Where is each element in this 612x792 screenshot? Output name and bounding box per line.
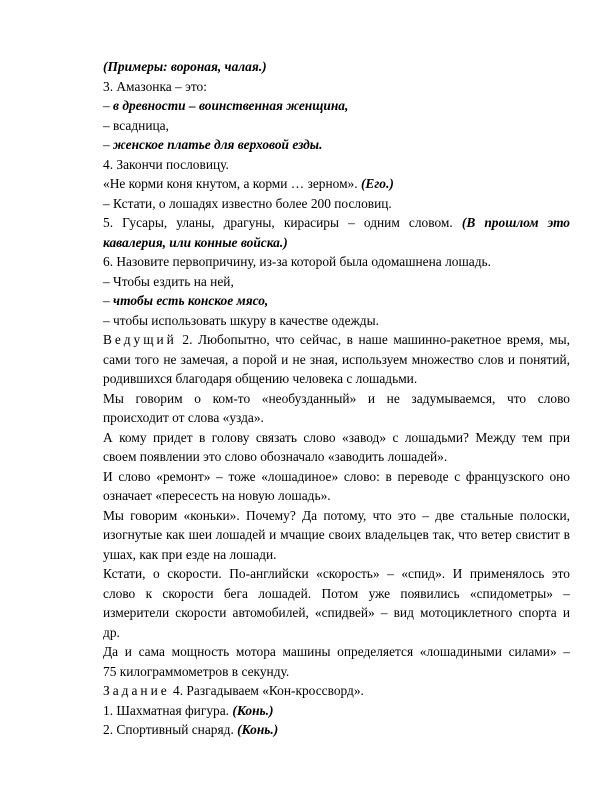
answer-option-1: – в древности – воинственная женщина, xyxy=(103,98,349,113)
paragraph-skates-line-1: Мы говорим «коньки». Почему? Да потому, что это – две стальные полоски, xyxy=(103,507,570,523)
question-6: 6. Назовите первопричину, из-за которой была одомашнена лошадь. xyxy=(103,254,491,269)
paragraph-factory-line-1: А кому придет в голову связать слово «завод» с лошадьми? Между тем при xyxy=(103,429,570,445)
paragraph-speed-line-2: слово к скорости бега лошадей. Потом уже появились «спидометры» – xyxy=(103,585,570,601)
examples-line: (Примеры: вороная, чалая.) xyxy=(103,59,267,74)
presenter-paragraph-line-1: Ведущий 2. Любопытно, что сейчас, в наше машинно-ракетное время, мы, xyxy=(103,332,570,347)
paragraph-skates-line-3: ушах, как при езде на лошади. xyxy=(103,546,277,562)
answer-option-3: – женское платье для верховой езды. xyxy=(103,137,323,152)
proverb-line: «Не корми коня кнутом, а корми … зерном». (Его.) xyxy=(103,176,394,191)
paragraph-speed-line-1: Кстати, о скорости. По-английски «скорость» – «спид». И применялось это xyxy=(103,566,570,581)
paragraph-speed-line-4: др. xyxy=(103,624,120,640)
question-5-answer: кавалерия, или конные войска.) xyxy=(103,234,288,250)
paragraph-factory-line-2: своем появлении это слово обозначало «заводить лошадей». xyxy=(103,449,448,464)
crossword-item-1: 1. Шахматная фигура. (Конь.) xyxy=(103,702,274,718)
question-3: 3. Амазонка – это: xyxy=(103,78,207,94)
document-text xyxy=(103,57,570,740)
answer-option-2: – всадница, xyxy=(103,117,169,133)
paragraph-skates-line-2: изогнутые как шеи лошадей и мчащие своих владельцев так, что ветер свистит в xyxy=(103,527,570,542)
presenter-paragraph-line-3: родившихся благодаря общению человека с лошадьми. xyxy=(103,371,418,386)
paragraph-horsepower-line-1: Да и сама мощность мотора машины определяется «лошадиными силами» – xyxy=(103,644,570,659)
paragraph-speed-line-3: измерители скорости автомобилей, «спидвей» – вид мотоциклетного спорта и xyxy=(103,605,570,620)
answer-reason-2: – чтобы есть конское мясо, xyxy=(103,293,269,308)
question-5: 5. Гусары, уланы, драгуны, кирасиры – одним словом. (В прошлом это xyxy=(103,215,570,230)
answer-reason-3: – чтобы использовать шкуру в качестве одежды. xyxy=(103,312,379,328)
crossword-item-2: 2. Спортивный снаряд. (Конь.) xyxy=(103,722,279,737)
paragraph-remont-line-2: означает «пересесть на новую лошадь». xyxy=(103,488,331,503)
presenter-paragraph-line-2: сами того не замечая, а порой и не зная, используем множество слов и понятий, xyxy=(103,351,570,367)
proverb-note: – Кстати, о лошадях известно более 200 пословиц. xyxy=(103,195,392,211)
paragraph-unbridled-line-1: Мы говорим о ком-то «необузданный» и не задумываемся, что слово xyxy=(103,390,570,406)
answer-reason-1: – Чтобы ездить на ней, xyxy=(103,273,234,289)
paragraph-unbridled-line-2: происходит от слова «узда». xyxy=(103,410,264,425)
paragraph-remont-line-1: И слово «ремонт» – тоже «лошадиное» слово: в переводе с французского оно xyxy=(103,468,570,484)
paragraph-horsepower-line-2: 75 килограммометров в секунду. xyxy=(103,663,290,679)
question-4: 4. Закончи пословицу. xyxy=(103,156,229,172)
task-4-heading: Задание 4. Разгадываем «Кон-кроссворд». xyxy=(103,683,364,698)
